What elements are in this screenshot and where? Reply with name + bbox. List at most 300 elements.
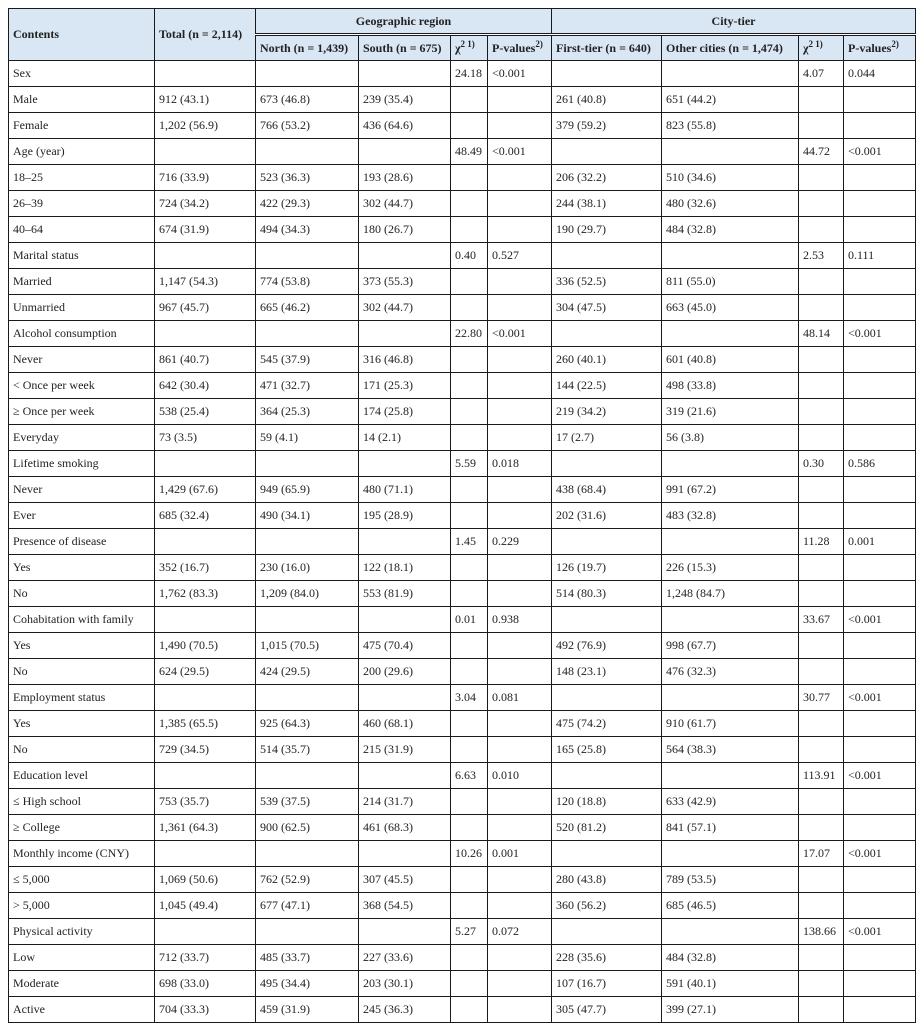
table-cell	[844, 711, 916, 737]
table-cell: 107 (16.7)	[552, 971, 662, 997]
table-cell	[451, 737, 488, 763]
row-label-cell: ≥ Once per week	[9, 399, 155, 425]
table-cell: 677 (47.1)	[256, 893, 359, 919]
table-cell	[451, 399, 488, 425]
table-cell	[799, 347, 844, 373]
row-label-cell: Low	[9, 945, 155, 971]
table-cell	[799, 581, 844, 607]
table-cell	[451, 997, 488, 1023]
row-label-cell: < Once per week	[9, 373, 155, 399]
table-cell	[799, 737, 844, 763]
table-cell: <0.001	[844, 139, 916, 165]
table-cell: 113.91	[799, 763, 844, 789]
table-cell: 651 (44.2)	[662, 87, 799, 113]
table-cell: 5.27	[451, 919, 488, 945]
table-cell	[451, 867, 488, 893]
table-row	[9, 685, 916, 711]
table-cell	[359, 243, 451, 269]
table-cell	[256, 919, 359, 945]
table-cell	[359, 841, 451, 867]
table-cell: 0.527	[488, 243, 552, 269]
table-cell: 165 (25.8)	[552, 737, 662, 763]
table-cell: 0.018	[488, 451, 552, 477]
table-cell	[844, 477, 916, 503]
header-other-cities: Other cities (n = 1,474)	[662, 35, 799, 61]
table-cell: 17.07	[799, 841, 844, 867]
table-cell	[488, 165, 552, 191]
table-cell: 0.044	[844, 61, 916, 87]
table-cell: 665 (46.2)	[256, 295, 359, 321]
row-label-cell: Education level	[9, 763, 155, 789]
table-cell: 0.010	[488, 763, 552, 789]
table-cell	[799, 191, 844, 217]
table-cell	[799, 815, 844, 841]
table-cell: 1,490 (70.5)	[155, 633, 256, 659]
table-row	[9, 633, 916, 659]
table-cell	[662, 607, 799, 633]
table-cell	[488, 503, 552, 529]
row-label-cell: No	[9, 581, 155, 607]
table-cell: 2.53	[799, 243, 844, 269]
table-cell: 215 (31.9)	[359, 737, 451, 763]
p-footnote: 2)	[891, 38, 899, 49]
chi-footnote: 2 1)	[808, 38, 823, 49]
table-cell: 304 (47.5)	[552, 295, 662, 321]
chi-symbol: χ	[803, 40, 809, 55]
table-row	[9, 269, 916, 295]
table-cell: 642 (30.4)	[155, 373, 256, 399]
table-cell	[844, 893, 916, 919]
table-cell: <0.001	[844, 685, 916, 711]
table-cell	[451, 945, 488, 971]
table-cell: <0.001	[488, 139, 552, 165]
table-cell: 360 (56.2)	[552, 893, 662, 919]
table-cell	[359, 139, 451, 165]
table-cell: 22.80	[451, 321, 488, 347]
header-p-values-city	[844, 35, 916, 61]
row-label-cell: Everyday	[9, 425, 155, 451]
table-row	[9, 61, 916, 87]
table-cell: 436 (64.6)	[359, 113, 451, 139]
table-cell: 789 (53.5)	[662, 867, 799, 893]
table-cell: 991 (67.2)	[662, 477, 799, 503]
table-cell: 260 (40.1)	[552, 347, 662, 373]
row-label-cell: Monthly income (CNY)	[9, 841, 155, 867]
table-cell: 1,361 (64.3)	[155, 815, 256, 841]
table-cell	[451, 555, 488, 581]
row-label-cell: 26–39	[9, 191, 155, 217]
table-cell: 729 (34.5)	[155, 737, 256, 763]
table-cell: 399 (27.1)	[662, 997, 799, 1023]
table-cell: 59 (4.1)	[256, 425, 359, 451]
table-cell	[799, 659, 844, 685]
row-label-cell: Age (year)	[9, 139, 155, 165]
table-cell	[451, 815, 488, 841]
table-cell	[799, 295, 844, 321]
row-label-cell: Female	[9, 113, 155, 139]
table-cell: 230 (16.0)	[256, 555, 359, 581]
table-cell: 698 (33.0)	[155, 971, 256, 997]
table-row	[9, 815, 916, 841]
table-cell: 336 (52.5)	[552, 269, 662, 295]
table-cell: 910 (61.7)	[662, 711, 799, 737]
table-cell: 476 (32.3)	[662, 659, 799, 685]
table-cell	[488, 87, 552, 113]
table-cell	[359, 919, 451, 945]
table-cell: 316 (46.8)	[359, 347, 451, 373]
table-cell: 498 (33.8)	[662, 373, 799, 399]
table-cell: 227 (33.6)	[359, 945, 451, 971]
table-cell	[844, 503, 916, 529]
table-cell: 841 (57.1)	[662, 815, 799, 841]
table-cell: 480 (32.6)	[662, 191, 799, 217]
table-cell: 538 (25.4)	[155, 399, 256, 425]
table-cell	[662, 685, 799, 711]
table-cell	[451, 711, 488, 737]
table-row	[9, 607, 916, 633]
table-cell: 6.63	[451, 763, 488, 789]
table-cell: 171 (25.3)	[359, 373, 451, 399]
table-cell	[799, 113, 844, 139]
row-label-cell: Yes	[9, 711, 155, 737]
table-cell: 17 (2.7)	[552, 425, 662, 451]
table-cell	[451, 217, 488, 243]
table-cell	[844, 373, 916, 399]
table-cell	[844, 269, 916, 295]
table-cell: 539 (37.5)	[256, 789, 359, 815]
row-label-cell: ≤ 5,000	[9, 867, 155, 893]
table-cell	[155, 529, 256, 555]
table-cell: 0.001	[488, 841, 552, 867]
table-cell	[451, 893, 488, 919]
row-label-cell: Never	[9, 347, 155, 373]
row-label-cell: ≥ College	[9, 815, 155, 841]
table-cell: <0.001	[844, 919, 916, 945]
table-row	[9, 867, 916, 893]
table-cell: 368 (54.5)	[359, 893, 451, 919]
table-cell	[488, 815, 552, 841]
table-cell	[799, 477, 844, 503]
table-cell	[799, 503, 844, 529]
table-cell: 10.26	[451, 841, 488, 867]
table-cell: 122 (18.1)	[359, 555, 451, 581]
table-cell	[155, 139, 256, 165]
table-cell	[488, 555, 552, 581]
table-cell: 352 (16.7)	[155, 555, 256, 581]
table-cell	[844, 815, 916, 841]
table-cell: 193 (28.6)	[359, 165, 451, 191]
table-row	[9, 399, 916, 425]
table-row	[9, 893, 916, 919]
table-cell	[359, 685, 451, 711]
table-cell: 712 (33.7)	[155, 945, 256, 971]
table-cell	[844, 659, 916, 685]
row-label-cell: Never	[9, 477, 155, 503]
row-label-cell: Male	[9, 87, 155, 113]
table-cell	[488, 373, 552, 399]
header-city-tier: City-tier	[552, 9, 916, 35]
table-cell: 0.586	[844, 451, 916, 477]
table-row	[9, 191, 916, 217]
row-label-cell: No	[9, 659, 155, 685]
table-cell	[662, 841, 799, 867]
table-cell	[799, 399, 844, 425]
table-cell	[552, 841, 662, 867]
table-cell	[451, 789, 488, 815]
table-cell: 564 (38.3)	[662, 737, 799, 763]
table-cell: 459 (31.9)	[256, 997, 359, 1023]
table-cell	[799, 711, 844, 737]
table-cell: 438 (68.4)	[552, 477, 662, 503]
table-row	[9, 659, 916, 685]
row-label-cell: Yes	[9, 633, 155, 659]
table-cell	[451, 633, 488, 659]
table-cell	[844, 945, 916, 971]
table-cell	[488, 971, 552, 997]
table-cell: 483 (32.8)	[662, 503, 799, 529]
table-cell	[256, 61, 359, 87]
table-cell	[256, 451, 359, 477]
table-cell	[451, 581, 488, 607]
table-cell	[844, 87, 916, 113]
table-cell: 302 (44.7)	[359, 295, 451, 321]
table-cell	[844, 399, 916, 425]
table-cell: 120 (18.8)	[552, 789, 662, 815]
table-cell	[662, 529, 799, 555]
table-cell: 4.07	[799, 61, 844, 87]
table-cell: 663 (45.0)	[662, 295, 799, 321]
table-cell: 202 (31.6)	[552, 503, 662, 529]
table-cell	[552, 243, 662, 269]
table-cell	[451, 191, 488, 217]
table-cell: 900 (62.5)	[256, 815, 359, 841]
p-footnote: 2)	[535, 38, 543, 49]
table-cell: 762 (52.9)	[256, 867, 359, 893]
table-cell: 319 (21.6)	[662, 399, 799, 425]
table-cell	[488, 425, 552, 451]
table-row	[9, 971, 916, 997]
table-cell: 553 (81.9)	[359, 581, 451, 607]
table-row	[9, 321, 916, 347]
table-cell	[155, 243, 256, 269]
table-cell: 724 (34.2)	[155, 191, 256, 217]
table-cell: 1,202 (56.9)	[155, 113, 256, 139]
table-cell	[256, 685, 359, 711]
table-cell	[844, 113, 916, 139]
table-cell	[451, 269, 488, 295]
table-cell: 0.072	[488, 919, 552, 945]
table-row	[9, 477, 916, 503]
table-cell: 520 (81.2)	[552, 815, 662, 841]
table-cell: 364 (25.3)	[256, 399, 359, 425]
table-cell: 494 (34.3)	[256, 217, 359, 243]
row-label-cell: Lifetime smoking	[9, 451, 155, 477]
table-cell: 998 (67.7)	[662, 633, 799, 659]
table-row	[9, 997, 916, 1023]
table-cell	[799, 971, 844, 997]
table-cell: 0.938	[488, 607, 552, 633]
table-row	[9, 581, 916, 607]
table-cell	[662, 61, 799, 87]
table-cell: 1,248 (84.7)	[662, 581, 799, 607]
table-cell: 0.001	[844, 529, 916, 555]
table-cell: 811 (55.0)	[662, 269, 799, 295]
header-south: South (n = 675)	[359, 35, 451, 61]
table-cell	[256, 321, 359, 347]
table-cell: 305 (47.7)	[552, 997, 662, 1023]
table-cell	[488, 659, 552, 685]
table-row	[9, 555, 916, 581]
table-cell	[359, 763, 451, 789]
table-cell	[155, 321, 256, 347]
table-cell	[844, 347, 916, 373]
table-cell: 190 (29.7)	[552, 217, 662, 243]
demographics-table	[8, 8, 916, 1023]
table-cell: <0.001	[844, 841, 916, 867]
table-cell	[451, 477, 488, 503]
table-cell	[844, 555, 916, 581]
table-cell: 716 (33.9)	[155, 165, 256, 191]
table-cell: 0.40	[451, 243, 488, 269]
table-cell: 461 (68.3)	[359, 815, 451, 841]
table-cell: 24.18	[451, 61, 488, 87]
table-cell	[488, 711, 552, 737]
table-cell: 148 (23.1)	[552, 659, 662, 685]
table-cell	[359, 321, 451, 347]
table-cell: 44.72	[799, 139, 844, 165]
table-cell	[844, 633, 916, 659]
header-contents: Contents	[9, 9, 155, 61]
row-label-cell: Physical activity	[9, 919, 155, 945]
table-cell	[552, 685, 662, 711]
table-cell: 1,762 (83.3)	[155, 581, 256, 607]
table-cell: 174 (25.8)	[359, 399, 451, 425]
table-row	[9, 347, 916, 373]
table-cell	[488, 295, 552, 321]
table-cell	[662, 763, 799, 789]
table-cell	[155, 685, 256, 711]
table-cell: 0.229	[488, 529, 552, 555]
table-cell	[256, 763, 359, 789]
table-cell: 48.14	[799, 321, 844, 347]
table-cell	[844, 971, 916, 997]
table-cell	[799, 425, 844, 451]
p-label: P-values	[848, 40, 892, 55]
table-cell	[799, 87, 844, 113]
table-cell	[488, 399, 552, 425]
table-cell: 674 (31.9)	[155, 217, 256, 243]
table-cell: 195 (28.9)	[359, 503, 451, 529]
table-row	[9, 711, 916, 737]
table-cell: 144 (22.5)	[552, 373, 662, 399]
table-cell	[488, 191, 552, 217]
table-cell: 774 (53.8)	[256, 269, 359, 295]
table-row	[9, 217, 916, 243]
row-label-cell: Marital status	[9, 243, 155, 269]
table-cell	[256, 841, 359, 867]
table-cell	[799, 945, 844, 971]
table-cell: 5.59	[451, 451, 488, 477]
row-label-cell: Married	[9, 269, 155, 295]
row-label-cell: Moderate	[9, 971, 155, 997]
table-cell	[451, 425, 488, 451]
row-label-cell: Presence of disease	[9, 529, 155, 555]
table-cell: 228 (35.6)	[552, 945, 662, 971]
row-label-cell: Unmarried	[9, 295, 155, 321]
table-cell	[155, 919, 256, 945]
table-row	[9, 763, 916, 789]
table-cell	[844, 425, 916, 451]
table-row	[9, 295, 916, 321]
table-cell	[488, 867, 552, 893]
table-cell: 766 (53.2)	[256, 113, 359, 139]
table-cell	[451, 971, 488, 997]
row-label-cell: Yes	[9, 555, 155, 581]
table-cell: 422 (29.3)	[256, 191, 359, 217]
table-cell	[488, 789, 552, 815]
table-cell	[451, 347, 488, 373]
table-cell	[799, 269, 844, 295]
table-cell: 11.28	[799, 529, 844, 555]
table-cell: 912 (43.1)	[155, 87, 256, 113]
table-cell: 475 (74.2)	[552, 711, 662, 737]
table-cell	[256, 529, 359, 555]
table-cell	[844, 295, 916, 321]
table-cell: 685 (32.4)	[155, 503, 256, 529]
table-cell	[552, 607, 662, 633]
table-cell: 261 (40.8)	[552, 87, 662, 113]
row-label-cell: Employment status	[9, 685, 155, 711]
table-cell: <0.001	[844, 607, 916, 633]
table-cell: 514 (35.7)	[256, 737, 359, 763]
table-cell: 514 (80.3)	[552, 581, 662, 607]
table-cell: 484 (32.8)	[662, 217, 799, 243]
table-cell: 624 (29.5)	[155, 659, 256, 685]
table-cell: 1,209 (84.0)	[256, 581, 359, 607]
table-cell: 180 (26.7)	[359, 217, 451, 243]
row-label-cell: Sex	[9, 61, 155, 87]
row-label-cell: Cohabitation with family	[9, 607, 155, 633]
table-cell	[488, 945, 552, 971]
header-chi-square-city	[799, 35, 844, 61]
row-label-cell: ≤ High school	[9, 789, 155, 815]
table-cell: 0.30	[799, 451, 844, 477]
table-body	[9, 61, 916, 1023]
row-label-cell: Ever	[9, 503, 155, 529]
table-cell	[799, 867, 844, 893]
table-cell: 510 (34.6)	[662, 165, 799, 191]
table-cell	[552, 451, 662, 477]
table-cell: 460 (68.1)	[359, 711, 451, 737]
table-cell	[155, 841, 256, 867]
table-cell: <0.001	[488, 61, 552, 87]
row-label-cell: Active	[9, 997, 155, 1023]
table-cell: 523 (36.3)	[256, 165, 359, 191]
row-label-cell: 40–64	[9, 217, 155, 243]
table-row	[9, 945, 916, 971]
table-cell	[662, 321, 799, 347]
table-cell: 307 (45.5)	[359, 867, 451, 893]
table-cell	[844, 737, 916, 763]
table-cell	[155, 61, 256, 87]
row-label-cell: Alcohol consumption	[9, 321, 155, 347]
table-cell: 471 (32.7)	[256, 373, 359, 399]
table-row	[9, 451, 916, 477]
header-first-tier: First-tier (n = 640)	[552, 35, 662, 61]
table-cell	[799, 789, 844, 815]
table-cell: 219 (34.2)	[552, 399, 662, 425]
table-cell: 126 (19.7)	[552, 555, 662, 581]
